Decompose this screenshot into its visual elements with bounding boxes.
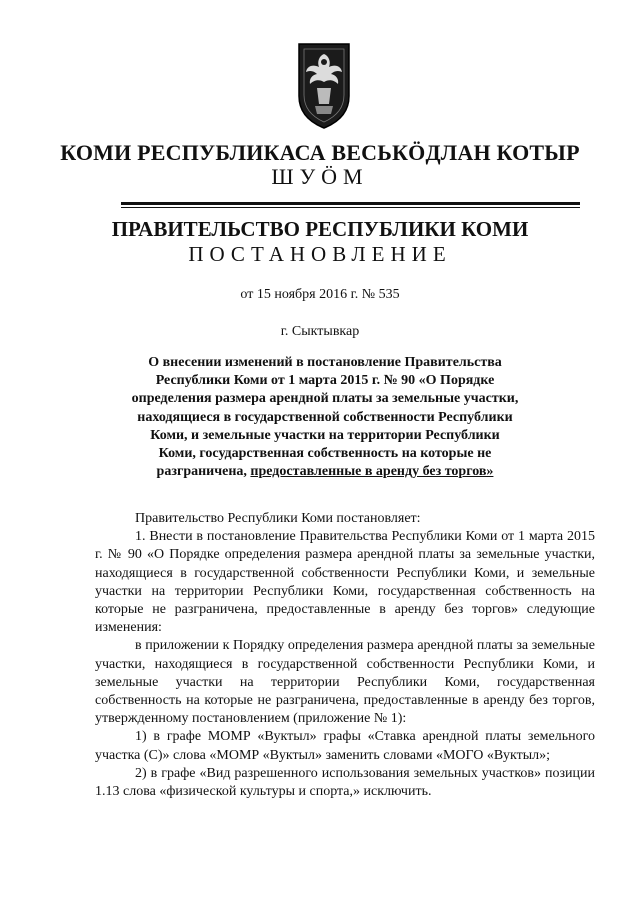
doc-type-komi: ШУӦМ bbox=[271, 164, 369, 189]
document-city: г. Сыктывкар bbox=[280, 324, 360, 339]
body-paragraph: 1) в графе МОМР «Вуктыл» графы «Ставка арендной платы земельного участка (С)» слова «МОМР «Вуктыл» заменить словами «МОГО «Вуктыл»; bbox=[95, 729, 595, 763]
document-body bbox=[95, 510, 595, 801]
coat-of-arms-icon bbox=[295, 38, 353, 130]
document-date-number: от 15 ноября 2016 г. № 535 bbox=[240, 287, 400, 302]
body-paragraph: 1. Внести в постановление Правительства Республики Коми от 1 марта 2015 г. № 90 «О Порядке определения размера арендной платы за земельные участки, находящиеся в государственной собственности Республики Коми, и земельные участки на территории Республики Коми, государственная собственность на которые не разграничена, предоставленные в аренду без торгов» следующие изменения: bbox=[95, 529, 595, 636]
org-name-komi: КОМИ РЕСПУБЛИКАСА ВЕСЬКӦДЛАН КОТЫР bbox=[60, 140, 580, 165]
body-paragraph: 2) в графе «Вид разрешенного использования земельных участков» позиции 1.13 слова «физической культуры и спорта,» исключить. bbox=[95, 765, 595, 800]
document-title-main: О внесении изменений в постановление Правительства Республики Коми от 1 марта 2015 г. № 90 «О Порядке определения размера арендной платы за земельные участки, находящиеся в государственной собственности Республики Коми, и земельные участки на территории Республики Коми, государственная собственность на которые не разграничена, bbox=[131, 355, 519, 480]
body-paragraph: в приложении к Порядку определения размера арендной платы за земельные участки, находящиеся в государственной собственности Республики Коми, и земельные участки на территории Республики Коми, государственная собственность на которые не разграничена, предоставленные в аренду без торгов, утвержденному постановлением (приложение № 1): bbox=[95, 638, 595, 727]
document-title-underlined: предоставленные в аренду без торгов» bbox=[250, 464, 494, 480]
body-paragraph: Правительство Республики Коми постановляет: bbox=[135, 511, 421, 526]
header-divider-thin bbox=[121, 207, 580, 208]
document-title bbox=[130, 354, 520, 481]
doc-type-russian: ПОСТАНОВЛЕНИЕ bbox=[188, 242, 452, 266]
header-divider-thick bbox=[121, 202, 580, 205]
org-name-russian: ПРАВИТЕЛЬСТВО РЕСПУБЛИКИ КОМИ bbox=[111, 217, 529, 241]
